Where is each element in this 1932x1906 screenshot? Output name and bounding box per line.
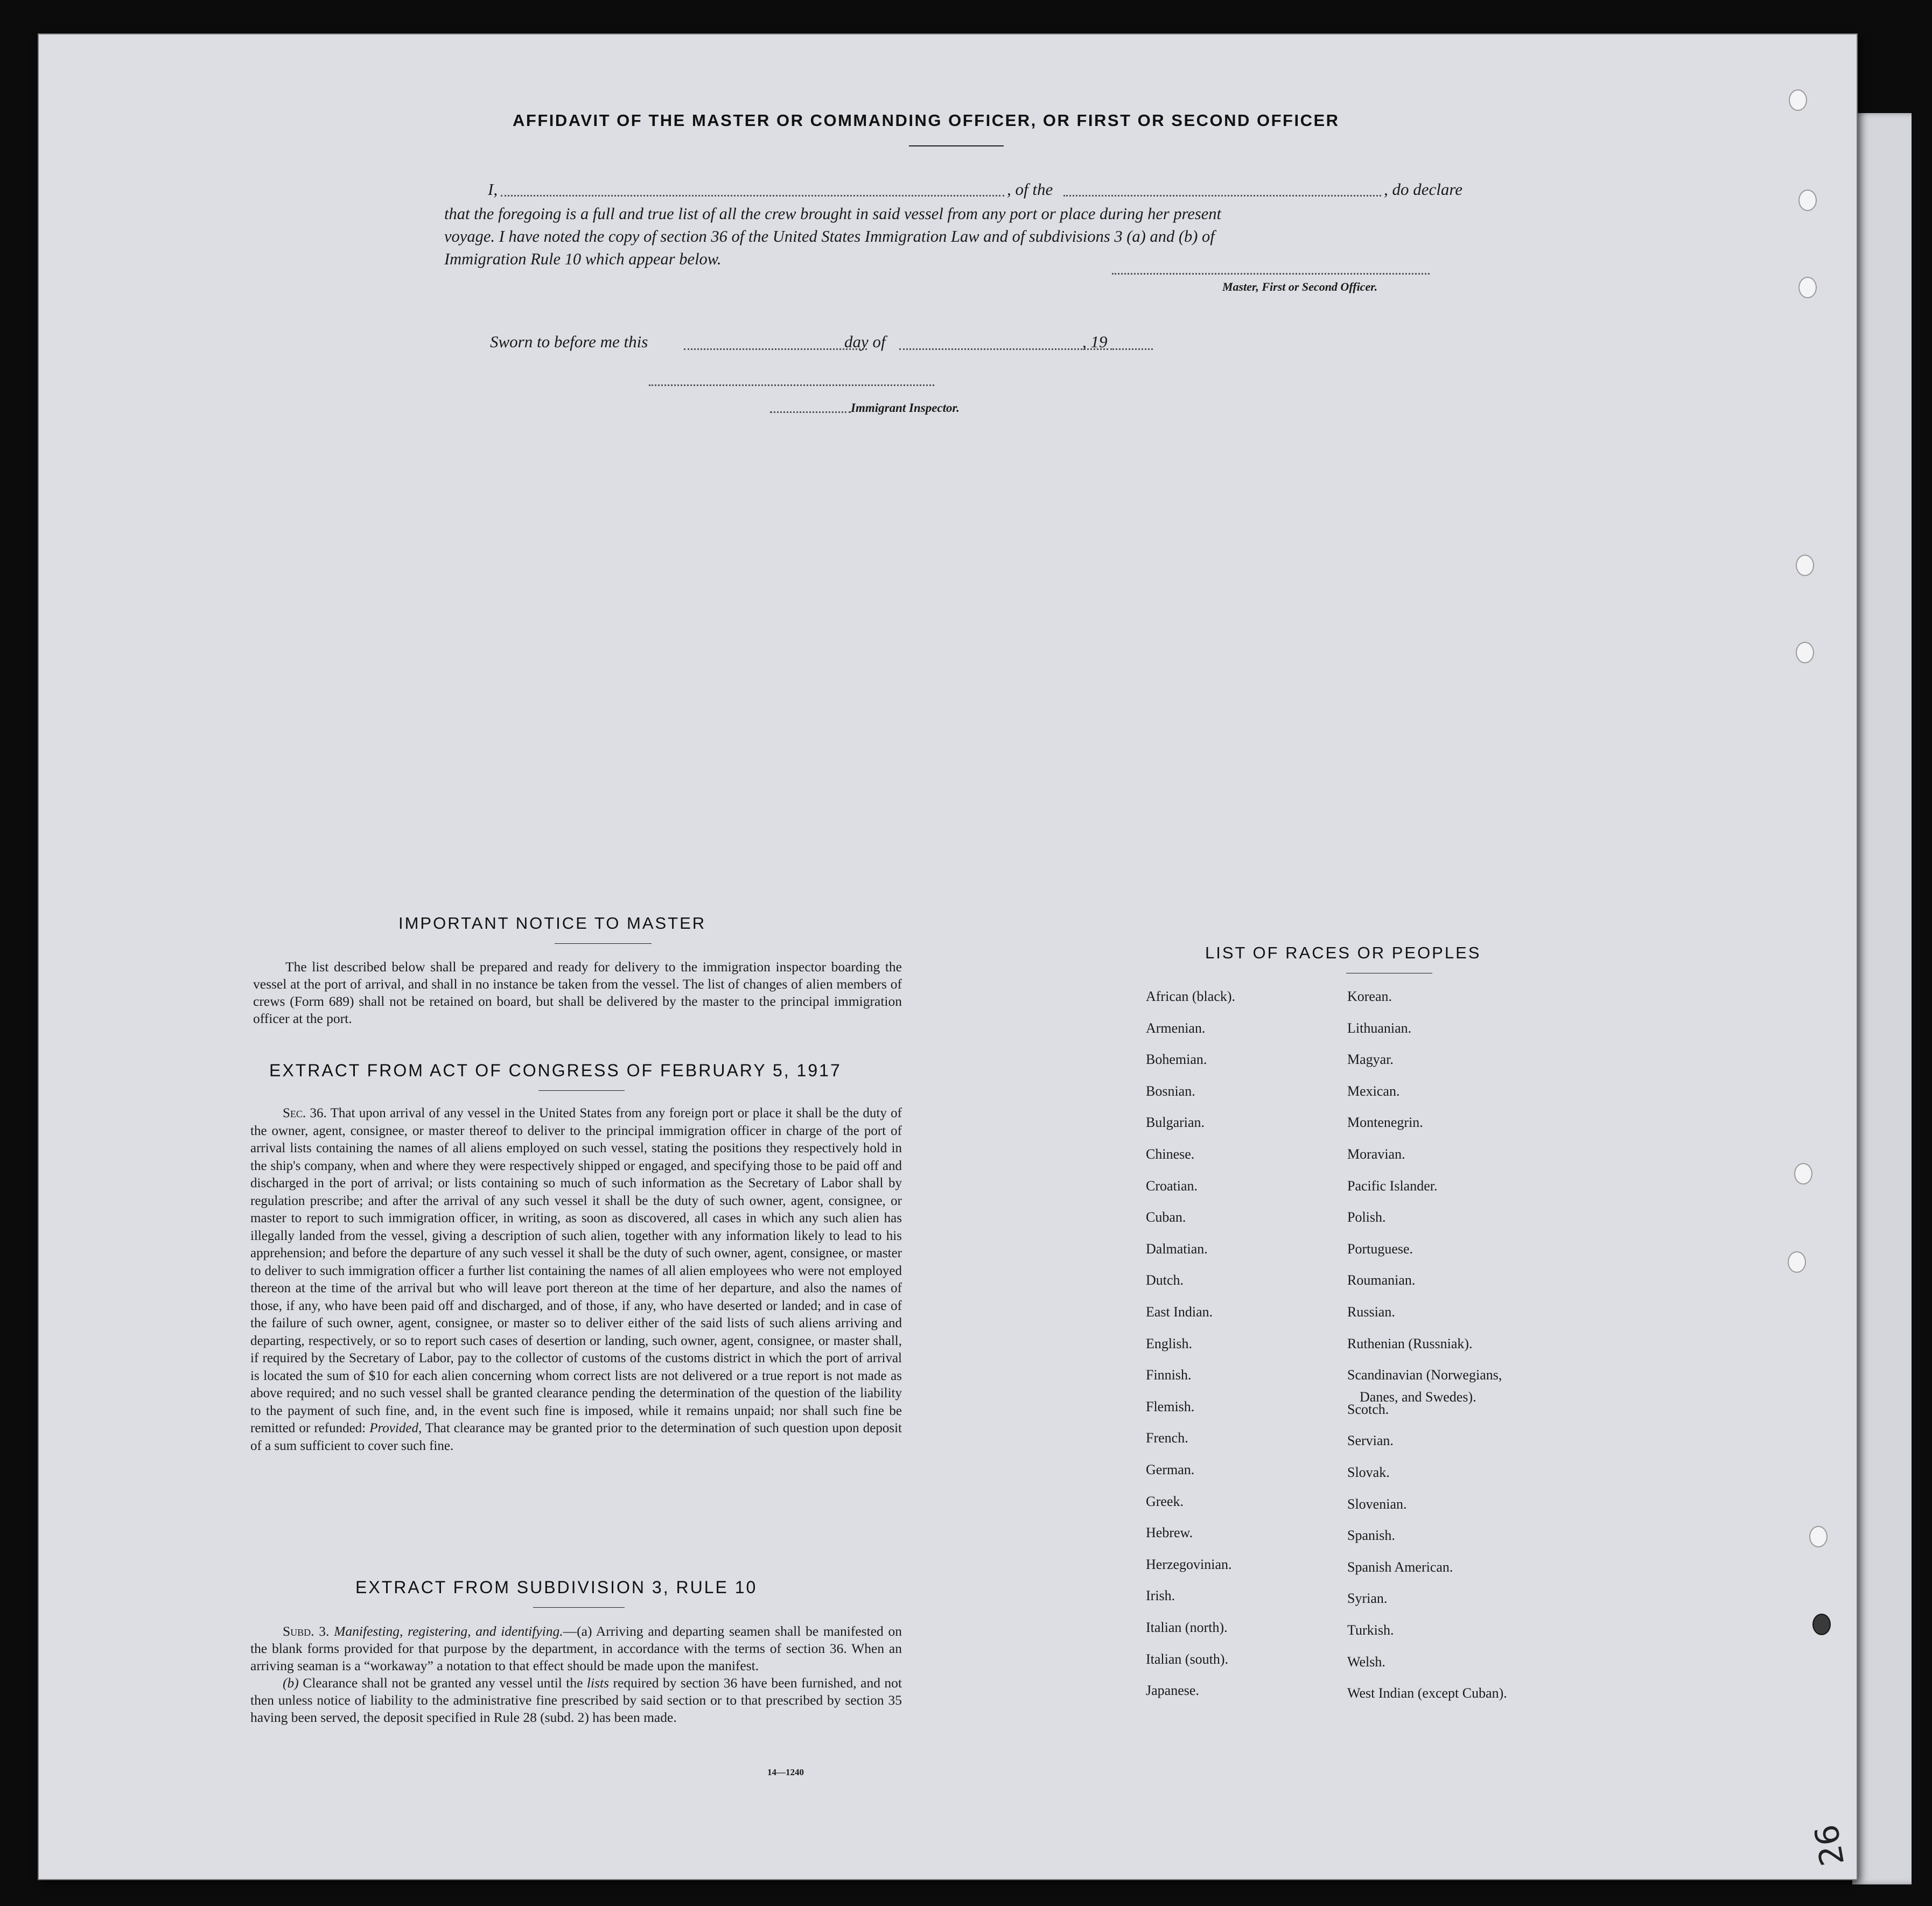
race-item: Polish. xyxy=(1347,1209,1386,1225)
year-text: , 19 xyxy=(1082,332,1108,351)
subd-label: Subd. 3. xyxy=(283,1623,330,1639)
proviso-text: That clearance may be granted prior to the determination of such question upon deposit of a sum sufficient to cover such fine. xyxy=(250,1421,902,1453)
race-item: Cuban. xyxy=(1146,1209,1186,1225)
punch-hole xyxy=(1796,555,1814,576)
race-item: Welsh. xyxy=(1347,1653,1385,1670)
para-b-start: Clearance shall not be granted any vessel until the xyxy=(303,1675,583,1691)
race-item: Chinese. xyxy=(1146,1146,1195,1162)
race-item: Scandinavian (Norwegians, xyxy=(1347,1367,1502,1383)
subd-title: Manifesting, registering, and identifying. xyxy=(334,1623,563,1639)
act-body xyxy=(250,1105,902,1455)
document-page xyxy=(38,33,1858,1880)
race-item: Hebrew. xyxy=(1146,1525,1193,1541)
punch-hole xyxy=(1798,277,1817,298)
races-title: LIST OF RACES OR PEOPLES xyxy=(1205,943,1481,962)
notice-rule xyxy=(555,943,652,944)
officer-signature-field[interactable] xyxy=(1112,273,1430,275)
race-item: Armenian. xyxy=(1146,1020,1206,1036)
sec-36-text: That upon arrival of any vessel in the United States from any foreign port or place it shall be the duty of the owner, agent, consignee, or master thereof to deliver to the principal immigration officer in charge of the port of arrival lists containing the names of all aliens employed on such vessel, stating the positions they respectively hold in the ship's company, when and where they were respectively shipped or engaged, and specifying those to be paid off and discharged in the port of arrival; or lists containing so much of such information as the Secretary of Labor shall by regulation prescribe; and after the arrival of any such vessel it shall be the duty of such owner, agent, consignee, or master to report to such immigration officer, in writing, as soon as discovered, all cases in which any such alien has illegally landed from the vessel, giving a description of such alien, together with any information likely to lead to his apprehension; and before the departure of any such vessel it shall be the duty of such owner, agent, consignee, or master to deliver to such immigration officer a further list containing the names of all alien employees who were not employed thereon at the time of the arrival but who will leave port thereon at the time of her departure, and also the names of those, if any, who have been paid off and discharged, and of those, if any, who have deserted or landed; and in case of the failure of such owner, agent, consignee, or master so to deliver either of the said lists of such aliens arriving and departing, respectively, or so to report such cases of desertion or landing, such owner, agent, consignee, or master shall, if required by the Secretary of Labor, pay to the collector of customs of the customs district in which the port of arrival is located the sum of $10 for each alien concerning whom correct lists are not delivered or a true report is not made as above required; and no such vessel shall be granted clearance pending the determination of the question of the liability to the payment of such fine, and, in the event such fine is imposed, while it remains unpaid; nor shall such fine be remitted or refunded: xyxy=(250,1106,902,1435)
affidavit-i: I, xyxy=(488,180,498,199)
sworn-text: Sworn to before me this xyxy=(490,332,648,351)
race-item: Flemish. xyxy=(1146,1398,1195,1414)
race-item: Moravian. xyxy=(1347,1146,1405,1162)
proviso-label: Provided, xyxy=(369,1421,422,1435)
punch-hole xyxy=(1809,1526,1828,1547)
notice-text: The list described below shall be prepared and ready for delivery to the immigration inspector boarding the vessel at the port of arrival, and shall in no instance be taken from the vessel. The list of changes of alien members of crews (Form 689) shall not be retained on board, but shall be delivered by the master to the principal immigration officer at the port. xyxy=(253,959,902,1026)
sworn-year-field[interactable] xyxy=(1112,348,1153,350)
master-name-field[interactable] xyxy=(501,195,1004,197)
race-item: Japanese. xyxy=(1146,1683,1199,1699)
affidavit-of-the: , of the xyxy=(1007,180,1053,199)
race-item: Mexican. xyxy=(1347,1083,1400,1099)
notice-title: IMPORTANT NOTICE TO MASTER xyxy=(398,914,706,933)
rule-body xyxy=(250,1623,902,1726)
inspector-signature-field[interactable] xyxy=(649,384,934,386)
para-b-lists: lists xyxy=(586,1675,610,1691)
affidavit-do-declare: , do declare xyxy=(1384,180,1463,199)
para-b-end: required by section 36 have been furnished, and not then unless notice of liability to the administrative fine prescribed by said section or to that prescribed by section 35 having been served, the deposit specified in Rule 28 (subd. 2) has been made. xyxy=(250,1675,902,1725)
race-item: Pacific Islander. xyxy=(1347,1178,1438,1194)
race-item: Croatian. xyxy=(1146,1178,1198,1194)
underlying-sheet xyxy=(1852,113,1912,1884)
race-item: Greek. xyxy=(1146,1493,1184,1509)
form-number: 14—1240 xyxy=(767,1767,804,1777)
rule-rule xyxy=(533,1607,625,1608)
affidavit-line-3: voyage. I have noted the copy of section 36 of the United States Immigration Law and of subdivisions 3 (a) and (b) of xyxy=(444,227,1215,246)
race-item: Magyar. xyxy=(1347,1052,1394,1068)
affidavit-title-rule xyxy=(909,145,1004,146)
sec-label: Sec. 36. xyxy=(283,1106,327,1120)
races-continuation: Danes, and Swedes). xyxy=(1360,1389,1476,1405)
race-item: Bohemian. xyxy=(1146,1052,1207,1068)
race-item: Roumanian. xyxy=(1347,1272,1416,1288)
race-item: Slovak. xyxy=(1347,1464,1390,1480)
race-item: Turkish. xyxy=(1347,1622,1394,1638)
race-item: Slovenian. xyxy=(1347,1496,1407,1512)
race-item: West Indian (except Cuban). xyxy=(1347,1685,1507,1701)
race-item: Dutch. xyxy=(1146,1272,1184,1288)
race-item: German. xyxy=(1146,1462,1195,1477)
race-item: Italian (south). xyxy=(1146,1651,1229,1667)
race-item: Russian. xyxy=(1347,1304,1395,1320)
inspector-signature-field-2[interactable] xyxy=(770,411,851,413)
race-item: East Indian. xyxy=(1146,1304,1213,1320)
act-rule xyxy=(538,1090,625,1091)
race-item: Herzegovinian. xyxy=(1146,1556,1232,1572)
sworn-month-field[interactable] xyxy=(899,348,1112,350)
affidavit-line-2: that the foregoing is a full and true list of all the crew brought in said vessel from any port or place during her present xyxy=(444,205,1222,223)
race-item: Irish. xyxy=(1146,1588,1175,1604)
race-item: African (black). xyxy=(1146,989,1236,1004)
inspector-label: Immigrant Inspector. xyxy=(851,401,960,415)
race-item: Montenegrin. xyxy=(1347,1115,1423,1131)
punch-hole xyxy=(1812,1614,1831,1635)
race-item: Servian. xyxy=(1347,1433,1394,1449)
para-b-label: (b) xyxy=(283,1675,299,1691)
vessel-name-field[interactable] xyxy=(1063,195,1381,197)
race-item: Spanish. xyxy=(1347,1527,1395,1544)
affidavit-title: AFFIDAVIT OF THE MASTER OR COMMANDING OFFICER, OR FIRST OR SECOND OFFICER xyxy=(513,111,1340,130)
affidavit-line-4: Immigration Rule 10 which appear below. xyxy=(444,250,722,268)
race-item: Syrian. xyxy=(1347,1590,1388,1607)
race-item: Finnish. xyxy=(1146,1367,1192,1383)
day-of-text: day of xyxy=(844,332,886,351)
race-item: English. xyxy=(1146,1335,1192,1351)
race-item: Portuguese. xyxy=(1347,1241,1413,1257)
race-item: Bosnian. xyxy=(1146,1083,1195,1099)
punch-hole xyxy=(1788,1251,1806,1273)
rule-title: EXTRACT FROM SUBDIVISION 3, RULE 10 xyxy=(355,1578,758,1597)
punch-hole xyxy=(1789,89,1807,111)
notice-body xyxy=(253,958,902,1027)
race-item: Korean. xyxy=(1347,989,1392,1004)
para-a-text: —(a) Arriving and departing seamen shall be manifested on the blank forms provided for that purpose by the department, in accordance with the terms of section 36. When an arriving seaman is a “workaway” a notation to that effect should be made upon the manifest. xyxy=(250,1623,902,1673)
race-item: Scotch. xyxy=(1347,1401,1389,1417)
officer-signature-label: Master, First or Second Officer. xyxy=(1222,280,1378,293)
race-item: Spanish American. xyxy=(1347,1559,1453,1575)
race-item: Bulgarian. xyxy=(1146,1115,1205,1131)
punch-hole xyxy=(1798,190,1817,211)
punch-hole xyxy=(1794,1163,1812,1185)
race-item: Lithuanian. xyxy=(1347,1020,1412,1036)
race-item: Italian (north). xyxy=(1146,1620,1228,1635)
act-title: EXTRACT FROM ACT OF CONGRESS OF FEBRUARY 5, 1917 xyxy=(269,1061,842,1080)
race-item: French. xyxy=(1146,1430,1188,1446)
race-item: Ruthenian (Russniak). xyxy=(1347,1335,1473,1351)
punch-hole xyxy=(1796,642,1814,663)
race-item: Dalmatian. xyxy=(1146,1241,1208,1257)
sworn-day-field[interactable] xyxy=(684,348,867,350)
margin-number: 26 xyxy=(1808,1821,1852,1869)
